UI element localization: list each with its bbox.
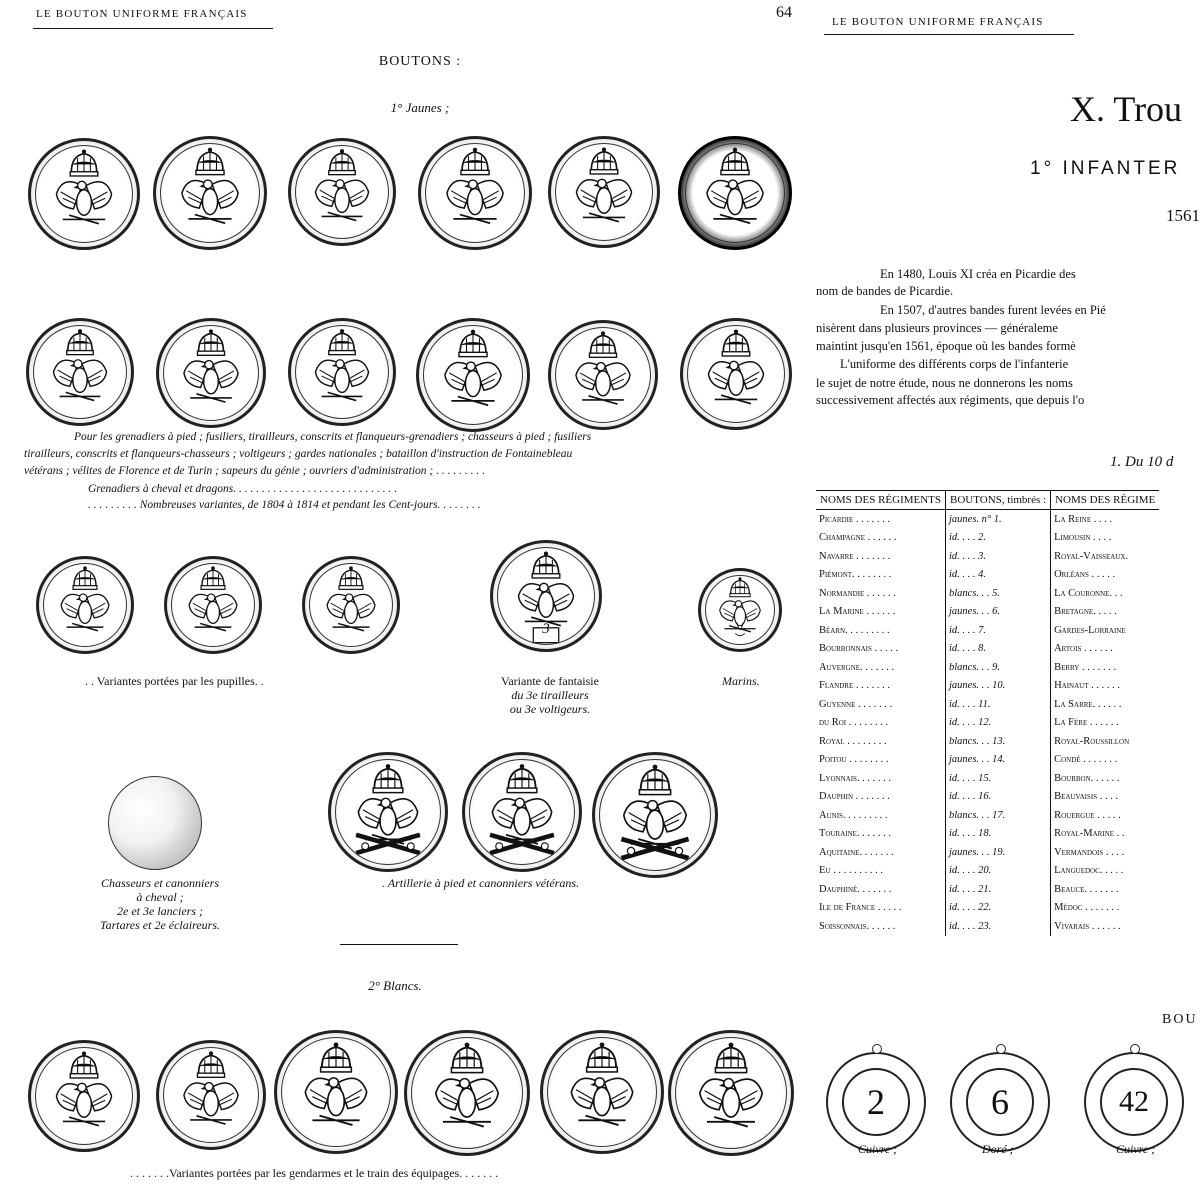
crowned-eagle-button-icon <box>288 138 396 246</box>
button-number: 6 <box>966 1068 1034 1136</box>
crowned-eagle-button-icon <box>26 318 134 426</box>
table-row <box>816 732 1159 751</box>
paragraph-line: Grenadiers à cheval et dragons. . . . . . . . . . . . . . . . . . . . . . . . . . . . . <box>88 483 398 495</box>
regiment-name: Dauphiné. . . . . . . <box>819 883 892 895</box>
regiment-name-2: Gardes-Lorraine <box>1051 621 1160 640</box>
regiment-name: Auvergne. . . . . . . <box>819 661 895 673</box>
caption-marins: Marins. <box>722 674 760 688</box>
table-row <box>816 917 1159 936</box>
table-row <box>816 880 1159 899</box>
crowned-eagle-button-icon <box>680 318 792 430</box>
crowned-eagle-button-icon <box>548 136 660 248</box>
button-spec: id. . . . 15. <box>946 769 1051 788</box>
table-row <box>816 677 1159 696</box>
table-row <box>816 843 1159 862</box>
page-gutter <box>800 0 810 1187</box>
caption-fantaisie: Variante de fantaisie du 3e tirailleurs ou 3e voltigeurs. <box>501 674 599 716</box>
chapter-title: X. Trou <box>1070 89 1183 129</box>
artillery-eagle-button-icon <box>462 752 582 872</box>
regiment-name: Champagne . . . . . . <box>819 532 897 544</box>
table-row <box>816 529 1159 548</box>
regiment-name-2: La Reine . . . . <box>1051 510 1160 529</box>
intro-paragraph-line: nisèrent dans plusieurs provinces — généraleme <box>816 321 1058 335</box>
table-heading: 1. Du 10 d <box>1110 454 1174 470</box>
regiment-name: Béarn. . . . . . . . . <box>819 624 890 636</box>
button-spec: blancs. . . 5. <box>946 584 1051 603</box>
table-row <box>816 658 1159 677</box>
table-row <box>816 603 1159 622</box>
regiment-name: Bourbonnais . . . . . <box>819 643 899 655</box>
bottom-heading: BOU <box>1162 1012 1198 1027</box>
regiment-name-2: Hainaut . . . . . . <box>1051 677 1160 696</box>
regiment-name-2: Bretagne. . . . . <box>1051 603 1160 622</box>
button-spec: blancs. . . 17. <box>946 806 1051 825</box>
crowned-eagle-button-icon <box>540 1030 664 1154</box>
button-caption: Doré ; <box>982 1142 1014 1156</box>
regiment-name-2: Limousin . . . . <box>1051 529 1160 548</box>
button-spec: id. . . . 2. <box>946 529 1051 548</box>
numbered-button-icon <box>950 1052 1050 1152</box>
regiment-name-2: La Sarre. . . . . . <box>1051 695 1160 714</box>
regiment-name: Lyonnais. . . . . . . <box>819 772 892 784</box>
button-spec: id. . . . 21. <box>946 880 1051 899</box>
plain-ball-button <box>108 776 202 870</box>
button-spec: id. . . . 3. <box>946 547 1051 566</box>
running-rule <box>33 28 273 29</box>
regiment-name: Poitou . . . . . . . . <box>819 754 889 766</box>
crowned-eagle-button-icon <box>418 136 532 250</box>
button-spec: jaunes. . . 19. <box>946 843 1051 862</box>
running-head-left: LE BOUTON UNIFORME FRANÇAIS <box>36 8 248 20</box>
fantaisie-number: 3 <box>542 621 550 637</box>
table-row <box>816 621 1159 640</box>
col-header-boutons: BOUTONS, timbrés : <box>946 491 1051 510</box>
button-spec: id. . . . 18. <box>946 825 1051 844</box>
crowned-eagle-button-icon <box>36 556 134 654</box>
regiment-name: Navarre . . . . . . . <box>819 550 891 562</box>
regiment-name: Picardie . . . . . . . <box>819 513 890 525</box>
crowned-eagle-button-icon <box>404 1030 530 1156</box>
table-row <box>816 566 1159 585</box>
regiment-name: Aunis. . . . . . . . . <box>819 809 888 821</box>
right-page <box>810 0 1200 1187</box>
regiment-name: Soissonnais. . . . . . <box>819 920 896 932</box>
button-number: 42 <box>1100 1068 1168 1136</box>
regiment-name-2: Rouergue . . . . . <box>1051 806 1160 825</box>
regiment-name-2: Beauce. . . . . . . <box>1051 880 1160 899</box>
button-caption: Cuivre ; <box>858 1142 898 1156</box>
regiment-name: La Marine . . . . . . <box>819 606 896 618</box>
crowned-eagle-button-icon <box>678 136 792 250</box>
crowned-eagle-button-icon <box>156 318 266 428</box>
button-caption: Cuivre ; <box>1116 1142 1156 1156</box>
table-row <box>816 751 1159 770</box>
numbered-button-icon <box>1084 1052 1184 1152</box>
button-spec: id. . . . 11. <box>946 695 1051 714</box>
table-row <box>816 584 1159 603</box>
button-spec: id. . . . 4. <box>946 566 1051 585</box>
regiment-name-2: Condé . . . . . . . <box>1051 751 1160 770</box>
table-row <box>816 640 1159 659</box>
table-row <box>816 806 1159 825</box>
crowned-eagle-button-icon <box>668 1030 794 1156</box>
section-title: BOUTONS : <box>378 54 462 69</box>
caption-gendarmes: . . . . . . .Variantes portées par les gendarmes et le train des équipages. . . . . . . <box>130 1166 499 1180</box>
page-number: 64 <box>776 4 792 21</box>
artillery-eagle-button-icon <box>592 752 718 878</box>
button-spec: blancs. . . 13. <box>946 732 1051 751</box>
regiment-name: Normandie . . . . . . <box>819 587 896 599</box>
regiment-name-2: Artois . . . . . . <box>1051 640 1160 659</box>
regiment-name-2: La Fère . . . . . . <box>1051 714 1160 733</box>
button-spec: id. . . . 8. <box>946 640 1051 659</box>
regiment-name-2: Royal-Vaisseaux. <box>1051 547 1160 566</box>
running-rule-right <box>824 34 1074 35</box>
intro-paragraph-line: maintint jusqu'en 1561, époque où les bandes formè <box>816 339 1076 353</box>
regiment-name-2: Bourbon. . . . . . <box>1051 769 1160 788</box>
caption-chasseurs: Chasseurs et canonniers à cheval ; 2e et 3e lanciers ; Tartares et 2e éclaireurs. <box>100 876 220 932</box>
regiment-name: Piémont. . . . . . . . <box>819 569 892 581</box>
button-spec: id. . . . 23. <box>946 917 1051 936</box>
table-row <box>816 547 1159 566</box>
regiment-name-2: Vermandois . . . . <box>1051 843 1160 862</box>
button-spec: jaunes. n° 1. <box>946 510 1051 529</box>
regiment-name: Royal . . . . . . . . <box>819 735 887 747</box>
paragraph-line: tirailleurs, conscrits et flanqueurs-chasseurs ; voltigeurs ; gardes nationales ; bataillon d'instruction de Fontainebleau <box>24 448 573 460</box>
button-spec: id. . . . 7. <box>946 621 1051 640</box>
intro-paragraph-line: L'uniforme des différents corps de l'infanterie <box>840 357 1069 371</box>
crowned-eagle-button-icon <box>153 136 267 250</box>
crowned-eagle-button-icon <box>302 556 400 654</box>
caption-artillerie: . Artillerie à pied et canonniers vétérans. <box>382 876 580 890</box>
date-heading: 1561 <box>1166 206 1200 225</box>
regiment-name: Dauphin . . . . . . . <box>819 791 890 803</box>
regiment-name-2: Vivarais . . . . . . <box>1051 917 1160 936</box>
button-spec: id. . . . 20. <box>946 862 1051 881</box>
paragraph-line: . . . . . . . . . Nombreuses variantes, de 1804 à 1814 et pendant les Cent-jours. . . . . . . . <box>88 499 481 511</box>
marine-eagle-button-icon <box>698 568 782 652</box>
crowned-eagle-button-icon <box>156 1040 266 1150</box>
section-heading: 1° INFANTER <box>1030 158 1181 179</box>
paragraph-line: Pour les grenadiers à pied ; fusiliers, tirailleurs, conscrits et flanqueurs-grenadiers ; chasseurs à pied ; fusiliers <box>74 431 592 443</box>
crowned-eagle-button-icon <box>28 138 140 250</box>
table-row <box>816 714 1159 733</box>
crowned-eagle-button-icon <box>288 318 396 426</box>
subheading-jaunes: 1° Jaunes ; <box>390 100 450 115</box>
regiment-name-2: Berry . . . . . . . <box>1051 658 1160 677</box>
regiment-name-2: Royal-Roussillon <box>1051 732 1160 751</box>
paragraph-line: vétérans ; vélites de Florence et de Turin ; sapeurs du génie ; ouvriers d'administration ; . . . . . . . . . <box>24 465 485 477</box>
regiment-name: Aquitaine. . . . . . . <box>819 846 894 858</box>
button-spec: id. . . . 16. <box>946 788 1051 807</box>
caption-pupilles: . . Variantes portées par les pupilles. . <box>85 674 264 688</box>
subheading-blancs: 2° Blancs. <box>368 978 422 993</box>
button-spec: blancs. . . 9. <box>946 658 1051 677</box>
eagle-button-number-3-icon <box>490 540 602 652</box>
button-number: 2 <box>842 1068 910 1136</box>
table-row <box>816 899 1159 918</box>
crowned-eagle-button-icon <box>274 1030 398 1154</box>
col-header-noms-2: NOMS DES RÉGIME <box>1051 491 1160 510</box>
separator-rule <box>340 944 458 945</box>
regiment-name-2: Royal-Marine . . <box>1051 825 1160 844</box>
regiment-name: du Roi . . . . . . . . <box>819 717 889 729</box>
table-row <box>816 695 1159 714</box>
regiment-name: Touraine. . . . . . . <box>819 828 892 840</box>
col-header-noms: NOMS DES RÉGIMENTS <box>816 491 946 510</box>
regiment-name-2: Languedoc. . . . . <box>1051 862 1160 881</box>
button-spec: jaunes. . . 6. <box>946 603 1051 622</box>
intro-paragraph-line: En 1507, d'autres bandes furent levées en Pié <box>880 303 1106 317</box>
regiment-name: Ile de France . . . . . <box>819 902 902 914</box>
crowned-eagle-button-icon <box>28 1040 140 1152</box>
table-row <box>816 788 1159 807</box>
intro-paragraph-line: nom de bandes de Picardie. <box>816 284 954 298</box>
intro-paragraph-line: En 1480, Louis XI créa en Picardie des <box>880 267 1076 281</box>
artillery-eagle-button-icon <box>328 752 448 872</box>
button-spec: id. . . . 12. <box>946 714 1051 733</box>
intro-paragraph-line: le sujet de notre étude, nous ne donnerons les noms <box>816 376 1073 390</box>
button-spec: jaunes. . . 10. <box>946 677 1051 696</box>
regiment-name-2: Beauvaisis . . . . <box>1051 788 1160 807</box>
regiment-name: Eu . . . . . . . . . . <box>819 865 883 877</box>
regiment-name-2: Médoc . . . . . . . <box>1051 899 1160 918</box>
crowned-eagle-button-icon <box>416 318 530 432</box>
regiments-table <box>816 490 1159 936</box>
regiment-name-2: La Couronne. . . <box>1051 584 1160 603</box>
crowned-eagle-button-icon <box>548 320 658 430</box>
table-row <box>816 862 1159 881</box>
button-spec: jaunes. . . 14. <box>946 751 1051 770</box>
intro-paragraph-line: successivement affectés aux régiments, que depuis l'o <box>816 393 1085 407</box>
running-head-right: LE BOUTON UNIFORME FRANÇAIS <box>832 16 1044 28</box>
regiment-name-2: Orléans . . . . . <box>1051 566 1160 585</box>
button-spec: id. . . . 22. <box>946 899 1051 918</box>
regiment-name: Flandre . . . . . . . <box>819 680 890 692</box>
regiment-name: Guyenne . . . . . . . <box>819 698 893 710</box>
table-row <box>816 825 1159 844</box>
table-row <box>816 510 1159 529</box>
table-row <box>816 769 1159 788</box>
numbered-button-icon <box>826 1052 926 1152</box>
crowned-eagle-button-icon <box>164 556 262 654</box>
